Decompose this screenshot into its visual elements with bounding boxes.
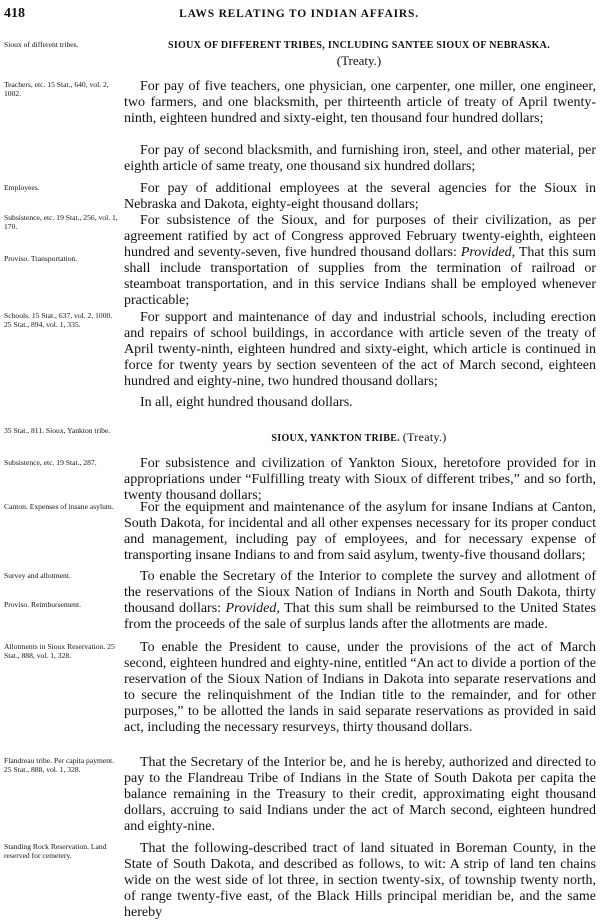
running-head: LAWS RELATING TO INDIAN AFFAIRS. <box>179 8 419 20</box>
margin-note-yankton-subsistence: Subsistence, etc. 19 Stat., 287. <box>4 458 97 467</box>
paragraph-survey-text: To enable the Secretary of the Interior to complete the survey and allotment of the reservations of the Sioux Nation of Indians in North and South Dakota, thirty thousand dollars: <box>124 569 596 617</box>
margin-note-sioux-tribes: Sioux of different tribes. <box>4 40 79 49</box>
margin-note-proviso-reimbursement: Proviso. Reimbursement. <box>4 600 81 609</box>
proviso-italic: Provided, <box>460 245 516 261</box>
paragraph-canton-asylum: For the equipment and maintenance of the asylum for insane Indians at Canton, South Dakota, for incidental and all other expenses necessary for its proper conduct and management, including pay of employees, and for necessary expense of transporting insane Indians to and from said asylum, twenty-five thousand dollars; <box>124 500 596 564</box>
paragraph-survey-proviso-text: That this sum shall be reimbursed to the United States from the proceeds of the sale of surplus lands after the allotments are made. <box>124 601 596 633</box>
paragraph-schools: For support and maintenance of day and industrial schools, including erection and repairs of school buildings, in accordance with article seven of the treaty of April twenty-ninth, eighteen hundred and sixty-eight, which article is continued in force for twenty years by section seventeen of the act of March second, eighteen hundred and eighty-nine, two hundred thousand dollars; <box>124 310 596 390</box>
paragraph-survey-allotment <box>124 569 596 633</box>
margin-note-yankton: 35 Stat., 811. Sioux, Yankton tribe. <box>4 426 111 435</box>
page-header <box>4 6 594 24</box>
proviso-italic-2: Provided, <box>225 601 280 617</box>
paragraph-teachers: For pay of five teachers, one physician, one carpenter, one miller, one engineer, two farmers, and one blacksmith, per thirteenth article of treaty of April twenty-ninth, eighteen hundred and sixty-eight, ten thousand four hundred dollars; <box>124 79 596 127</box>
margin-note-subsistence: Subsistence, etc. 19 Stat., 256, vol. 1, 170. <box>4 213 118 231</box>
margin-note-allotments: Allotments in Sioux Reservation. 25 Stat., 888, vol. 1, 328. <box>4 642 115 660</box>
paragraph-subsistence <box>124 213 596 310</box>
margin-note-survey: Survey and allotment. <box>4 571 71 580</box>
margin-note-employees: Employees. <box>4 183 40 192</box>
paragraph-subsistence-text: For subsistence of the Sioux, and for purposes of their civilization, as per agreement ratified by act of Congress approved February twenty-eighth, eighteen hundred and seventy-seven, five hundred thousand dollars: <box>124 213 596 261</box>
section-heading-sioux-different-tribes: SIOUX OF DIFFERENT TRIBES, INCLUDING SANTEE SIOUX OF NEBRASKA. <box>167 40 550 51</box>
section-treaty-label: (Treaty.) <box>336 53 382 68</box>
paragraph-blacksmith: For pay of second blacksmith, and furnishing iron, steel, and other material, per eighth article of same treaty, one thousand six hundred dollars; <box>124 143 596 175</box>
margin-note-proviso-transportation: Proviso. Transportation. <box>4 254 78 263</box>
section-heading-yankton <box>124 430 594 445</box>
yankton-treaty-label: (Treaty.) <box>402 430 447 444</box>
page-number: 418 <box>4 6 25 21</box>
paragraph-allotments: To enable the President to cause, under the provisions of the act of March second, eighteen hundred and eighty-nine, entitled “An act to divide a portion of the reservation of the Sioux Nation of Indians in Dakota into separate reservations and to secure the relinquishment of the Indian title to the remainder, and for other purposes,” to be allotted the lands in said separate reservations as provided in said act, including the necessary resurveys, thirty thousand dollars. <box>124 640 596 736</box>
margin-note-flandreau: Flandreau tribe. Per capita payment. 25 Stat., 888, vol. 1, 328. <box>4 756 115 774</box>
margin-note-teachers: Teachers, etc. 15 Stat., 640, vol. 2, 1002. <box>4 80 109 98</box>
yankton-heading-text: SIOUX, YANKTON TRIBE. <box>271 433 400 444</box>
paragraph-employees: For pay of additional employees at the several agencies for the Sioux in Nebraska and Dakota, eighty-eight thousand dollars; <box>124 181 596 213</box>
paragraph-standing-rock: That the following-described tract of land situated in Boreman County, in the State of South Dakota, and described as follows, to wit: A strip of land ten chains wide on the west side of lot three, in section twenty-six, of township twenty north, of range twenty-five east, of the Black Hills principal meridian be, and the same hereby <box>124 841 596 921</box>
margin-note-schools: Schools. 15 Stat., 637, vol. 2, 1000. 25 Stat., 894, vol. 1, 335. <box>4 311 113 329</box>
paragraph-flandreau: That the Secretary of the Interior be, and he is hereby, authorized and directed to pay to the Flandreau Tribe of Indians in the State of South Dakota per capita the balance remaining in the Treasury to their credit, approximating eight thousand dollars, accruing to said Indians under the act of March second, eighteen hundred and eighty-nine. <box>124 755 596 835</box>
margin-note-canton: Canton. Expenses of insane asylum. <box>4 502 114 511</box>
paragraph-in-all: In all, eight hundred thousand dollars. <box>140 395 353 410</box>
margin-note-standing-rock: Standing Rock Reservation. Land reserved for cemetery. <box>4 842 107 860</box>
paragraph-yankton-subsistence: For subsistence and civilization of Yankton Sioux, heretofore provided for in appropriations under “Fulfilling treaty with Sioux of different tribes,” and so forth, twenty thousand dollars; <box>124 456 596 504</box>
paragraph-subsistence-proviso-text: That this sum shall include transportation of supplies from the termination of railroad or steamboat transportation, and in this service Indians shall be employed whenever practicable; <box>124 245 597 309</box>
